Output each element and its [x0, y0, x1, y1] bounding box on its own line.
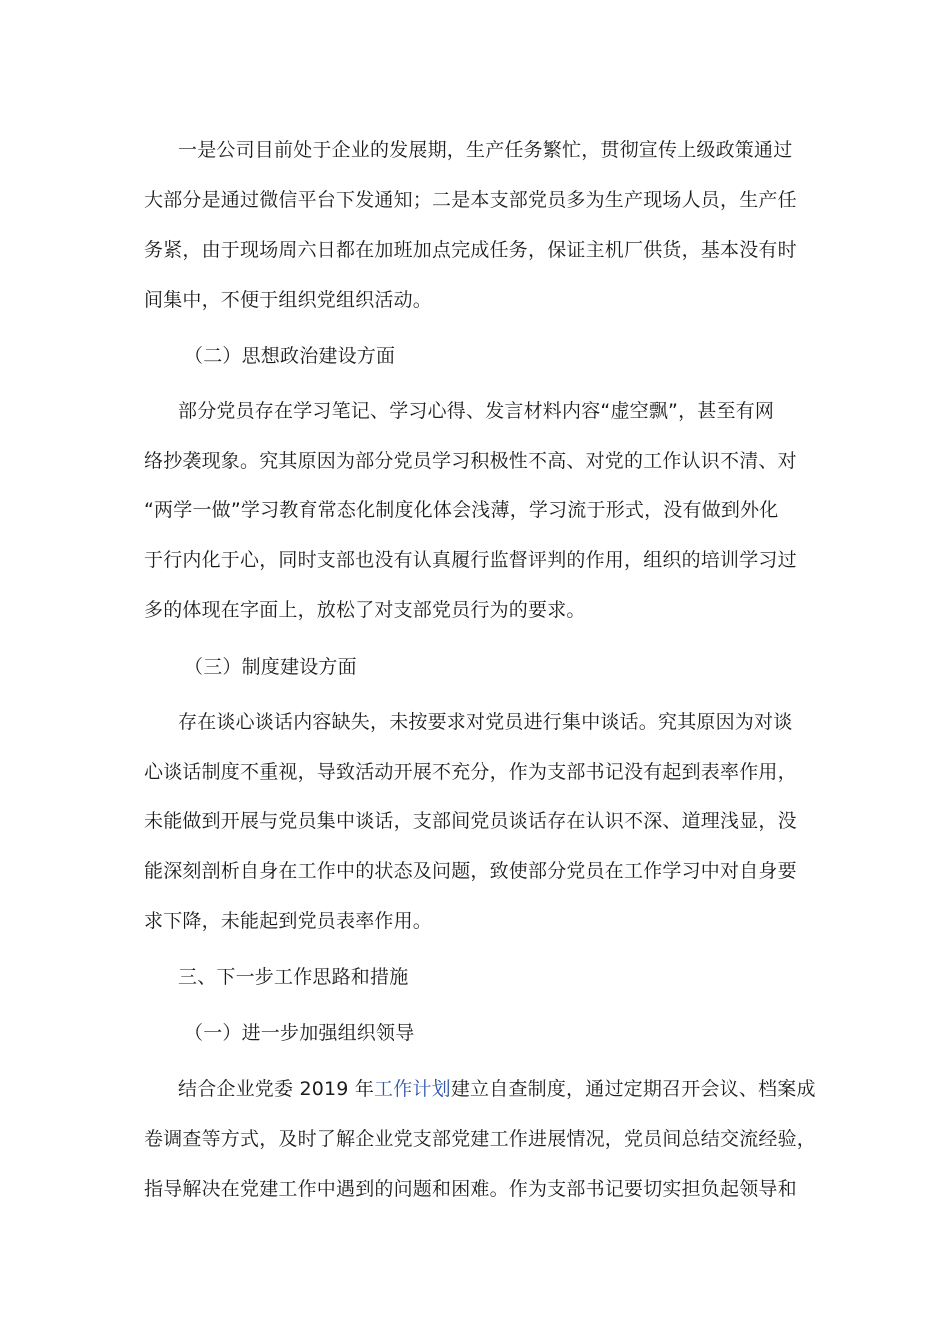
paragraph-4-line-1 — [178, 1076, 816, 1102]
heading-system-construction: （三）制度建设方面 — [184, 656, 357, 678]
paragraph-2-line-5: 多的体现在字面上，放松了对支部党员行为的要求。 — [144, 599, 586, 621]
paragraph-1-line-1: 一是公司目前处于企业的发展期，生产任务繁忙，贯彻宣传上级政策通过 — [178, 139, 793, 161]
section-heading-next-steps: 三、下一步工作思路和措施 — [178, 966, 409, 988]
paragraph-4-text-before-link: 结合企业党委 2019 年 — [178, 1078, 375, 1100]
heading-strengthen-leadership: （一）进一步加强组织领导 — [184, 1022, 415, 1044]
paragraph-3-line-4: 能深刻剖析自身在工作中的状态及问题，致使部分党员在工作学习中对自身要 — [144, 860, 797, 882]
heading-ideological-political: （二）思想政治建设方面 — [184, 345, 396, 367]
paragraph-1-line-4: 间集中，不便于组织党组织活动。 — [144, 289, 433, 311]
work-plan-link[interactable]: 工作计划 — [374, 1078, 451, 1100]
paragraph-2-line-4: 于行内化于心，同时支部也没有认真履行监督评判的作用，组织的培训学习过 — [144, 549, 797, 571]
paragraph-4-line-2: 卷调查等方式，及时了解企业党支部党建工作进展情况，党员间总结交流经验， — [144, 1128, 817, 1150]
paragraph-3-line-3: 未能做到开展与党员集中谈话，支部间党员谈话存在认识不深、道理浅显，没 — [144, 810, 797, 832]
paragraph-2-line-3: “两学一做”学习教育常态化制度化体会浅薄，学习流于形式，没有做到外化 — [144, 499, 779, 521]
paragraph-3-line-5: 求下降，未能起到党员表率作用。 — [144, 910, 433, 932]
paragraph-3-line-2: 心谈话制度不重视，导致活动开展不充分，作为支部书记没有起到表率作用， — [144, 761, 797, 783]
paragraph-4-text-after-link: 建立自查制度，通过定期召开会议、档案成 — [450, 1078, 816, 1100]
paragraph-4-line-3: 指导解决在党建工作中遇到的问题和困难。作为支部书记要切实担负起领导和 — [144, 1178, 797, 1200]
paragraph-1-line-2: 大部分是通过微信平台下发通知；二是本支部党员多为生产现场人员，生产任 — [144, 189, 797, 211]
paragraph-3-line-1: 存在谈心谈话内容缺失，未按要求对党员进行集中谈话。究其原因为对谈 — [178, 711, 793, 733]
paragraph-1-line-3: 务紧，由于现场周六日都在加班加点完成任务，保证主机厂供货，基本没有时 — [144, 239, 797, 261]
paragraph-2-line-2: 络抄袭现象。究其原因为部分党员学习积极性不高、对党的工作认识不清、对 — [144, 450, 797, 472]
paragraph-2-line-1: 部分党员存在学习笔记、学习心得、发言材料内容“虚空飘”，甚至有网 — [178, 400, 775, 422]
